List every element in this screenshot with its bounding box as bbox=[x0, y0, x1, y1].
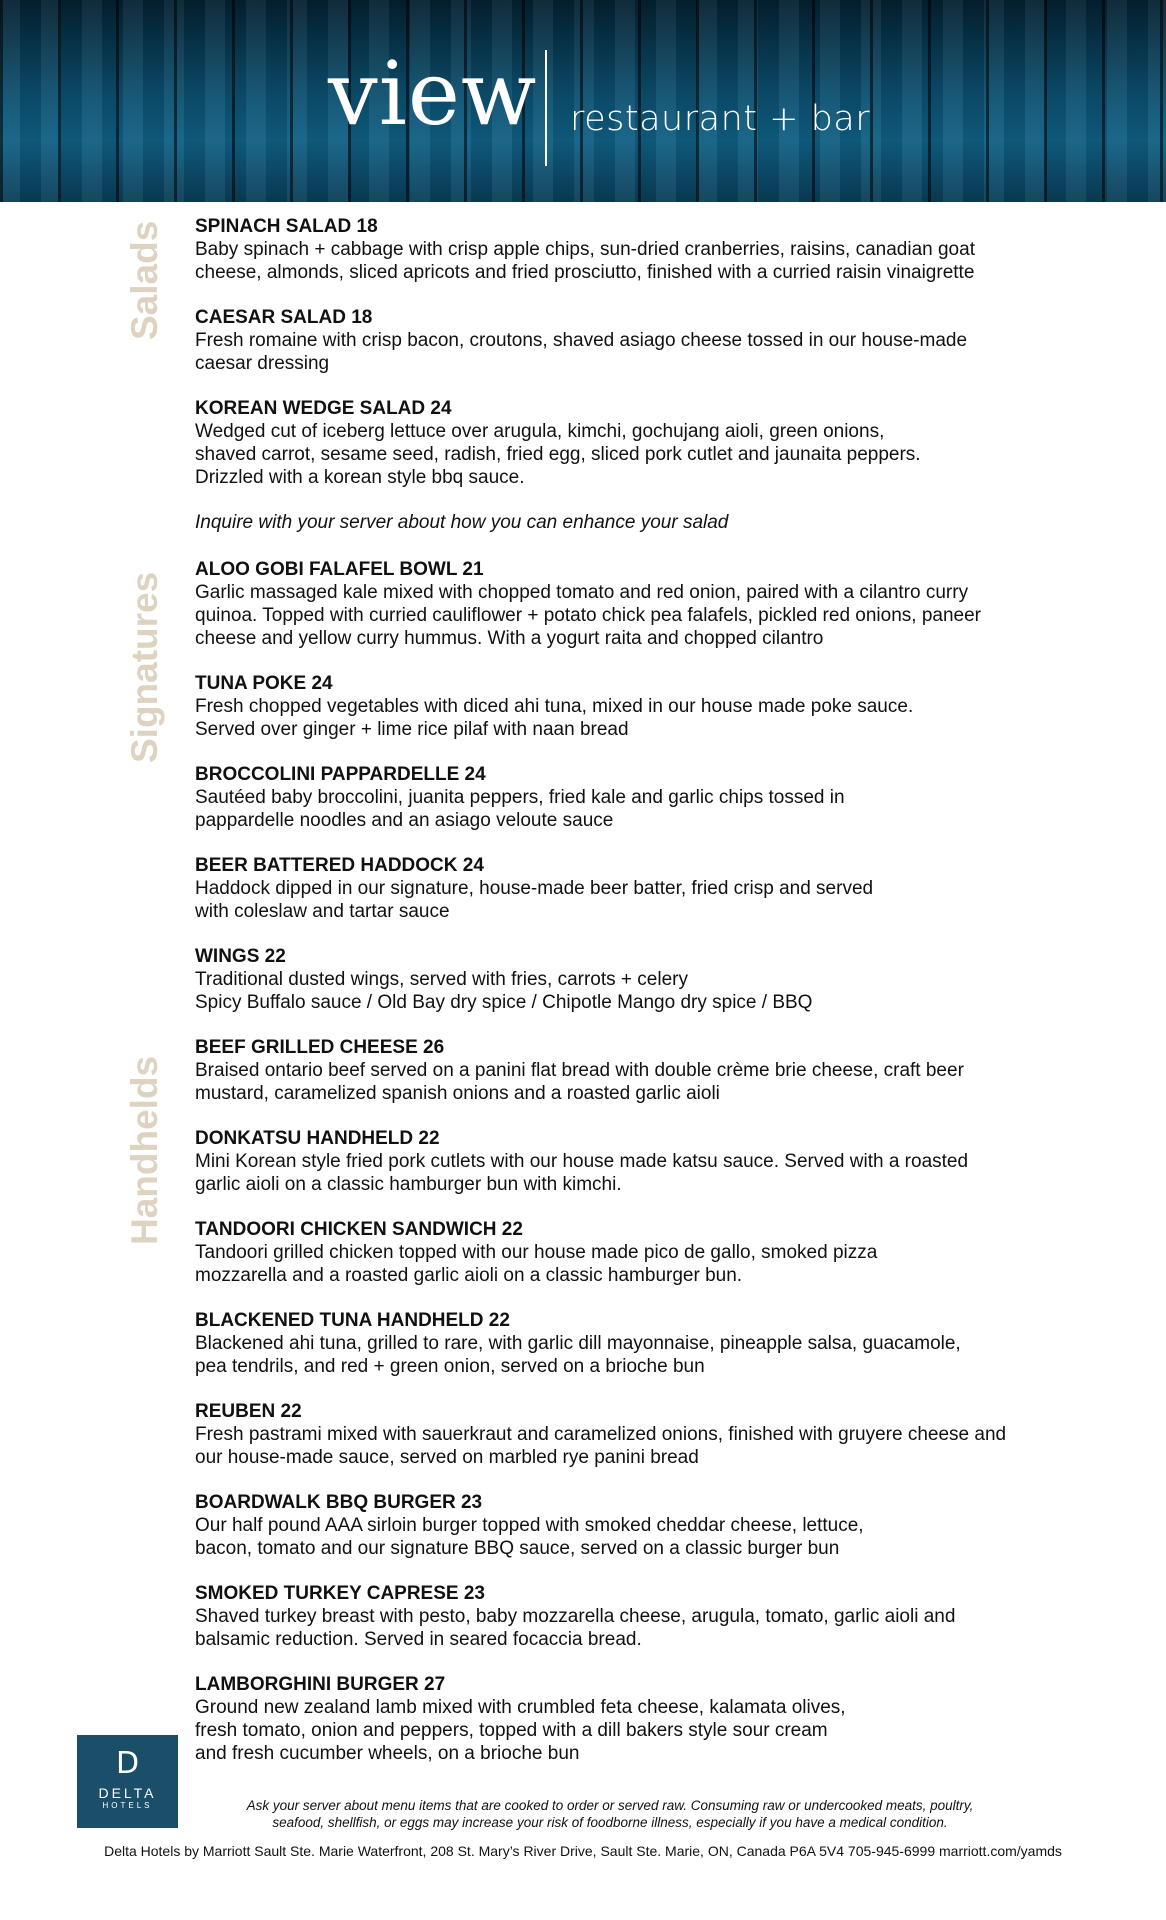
menu-item-title: REUBEN 22 bbox=[195, 1401, 302, 1422]
menu-item-title: TANDOORI CHICKEN SANDWICH 22 bbox=[195, 1219, 523, 1240]
menu-item-title: KOREAN WEDGE SALAD 24 bbox=[195, 398, 452, 419]
menu-item-title: TUNA POKE 24 bbox=[195, 673, 333, 694]
delta-mark-icon: D bbox=[115, 1746, 140, 1781]
menu-item-description: Mini Korean style fried pork cutlets with our house made katsu sauce. Served with a roasted garlic aioli on a classic hamburger bun with kimchi. bbox=[195, 1151, 969, 1195]
salad-note: Inquire with your server about how you can enhance your salad bbox=[195, 512, 729, 533]
menu-item-aloo-gobi-falafel-bowl bbox=[195, 558, 1095, 650]
menu-item-title: DONKATSU HANDHELD 22 bbox=[195, 1128, 440, 1149]
menu-item-description: Ground new zealand lamb mixed with crumbled feta cheese, kalamata olives, fresh tomato, onion and peppers, topped with a dill bakers style sour cream and fresh cucumber wheels, on a brioche bun bbox=[195, 1697, 846, 1764]
section-label-salads: Salads bbox=[124, 220, 165, 340]
menu-item-title: LAMBORGHINI BURGER 27 bbox=[195, 1674, 446, 1695]
menu-item-title: CAESAR SALAD 18 bbox=[195, 307, 373, 328]
restaurant-tagline: restaurant + bar bbox=[570, 99, 871, 139]
food-safety-disclaimer bbox=[190, 1797, 1030, 1831]
menu-item-title: ALOO GOBI FALAFEL BOWL 21 bbox=[195, 559, 484, 580]
delta-logo-sub: HOTELS bbox=[102, 1801, 153, 1810]
menu-item-description: Fresh pastrami mixed with sauerkraut and caramelized onions, finished with gruyere cheese and our house-made sauce, served on marbled rye panini bread bbox=[195, 1424, 1007, 1468]
menu-item-korean-wedge-salad bbox=[195, 397, 1095, 489]
menu-item-caesar-salad bbox=[195, 306, 1095, 375]
menu-item-description: Fresh chopped vegetables with diced ahi tuna, mixed in our house made poke sauce. Served over ginger + lime rice pilaf with naan bread bbox=[195, 696, 914, 740]
header-banner bbox=[0, 0, 1166, 202]
menu-item-description: Wedged cut of iceberg lettuce over arugula, kimchi, gochujang aioli, green onions, shaved carrot, sesame seed, radish, fried egg, sliced pork cutlet and jaunaita peppers. Drizzled with a korean style bbq sauce. bbox=[195, 421, 921, 488]
menu-item-beer-battered-haddock bbox=[195, 854, 1095, 923]
menu-item-title: SPINACH SALAD 18 bbox=[195, 216, 378, 237]
menu-item-description: Fresh romaine with crisp bacon, croutons, shaved asiago cheese tossed in our house-made caesar dressing bbox=[195, 330, 968, 374]
menu-content bbox=[195, 215, 1095, 1787]
menu-item-description: Haddock dipped in our signature, house-made beer batter, fried crisp and served with coleslaw and tartar sauce bbox=[195, 878, 874, 922]
menu-item-description: Traditional dusted wings, served with fries, carrots + celery Spicy Buffalo sauce / Old Bay dry spice / Chipotle Mango dry spice / BBQ bbox=[195, 969, 813, 1013]
menu-item-title: BEEF GRILLED CHEESE 26 bbox=[195, 1037, 445, 1058]
menu-item-donkatsu-handheld bbox=[195, 1127, 1095, 1196]
menu-item-description: Our half pound AAA sirloin burger topped with smoked cheddar cheese, lettuce, bacon, tomato and our signature BBQ sauce, served on a classic burger bun bbox=[195, 1515, 864, 1559]
menu-item-title: SMOKED TURKEY CAPRESE 23 bbox=[195, 1583, 485, 1604]
menu-item-description: Shaved turkey breast with pesto, baby mozzarella cheese, arugula, tomato, garlic aioli and balsamic reduction. Served in seared focaccia bread. bbox=[195, 1606, 956, 1650]
disclaimer-text: Ask your server about menu items that are cooked to order or served raw. Consuming raw or undercooked meats, poultry, seafood, shellfish, or eggs may increase your risk of foodborne illness, especially if you have a medical condition. bbox=[246, 1798, 974, 1830]
menu-item-description: Sautéed baby broccolini, juanita peppers, fried kale and garlic chips tossed in pappardelle noodles and an asiago veloute sauce bbox=[195, 787, 845, 831]
menu-item-description: Braised ontario beef served on a panini flat bread with double crème brie cheese, craft beer mustard, caramelized spanish onions and a roasted garlic aioli bbox=[195, 1060, 964, 1104]
section-label-signatures: Signatures bbox=[124, 571, 165, 763]
menu-item-tuna-poke bbox=[195, 672, 1095, 741]
delta-hotels-logo bbox=[77, 1735, 178, 1828]
menu-item-description: Baby spinach + cabbage with crisp apple chips, sun-dried cranberries, raisins, canadian goat cheese, almonds, sliced apricots and fried prosciutto, finished with a curried raisin vinaigrette bbox=[195, 239, 975, 283]
menu-item-title: BOARDWALK BBQ BURGER 23 bbox=[195, 1492, 483, 1513]
menu-item-description: Tandoori grilled chicken topped with our house made pico de gallo, smoked pizza mozzarella and a roasted garlic aioli on a classic hamburger bun. bbox=[195, 1242, 878, 1286]
menu-item-title: BEER BATTERED HADDOCK 24 bbox=[195, 855, 484, 876]
menu-item-smoked-turkey-caprese bbox=[195, 1582, 1095, 1651]
restaurant-logo: view bbox=[328, 42, 538, 145]
menu-item-title: WINGS 22 bbox=[195, 946, 286, 967]
menu-item-description: Garlic massaged kale mixed with chopped tomato and red onion, paired with a cilantro curry quinoa. Topped with curried cauliflower + potato chick pea falafels, pickled red onions, paneer cheese and yellow curry hummus. With a yogurt raita and chopped cilantro bbox=[195, 582, 981, 649]
menu-item-lamborghini-burger bbox=[195, 1673, 1095, 1765]
menu-item-boardwalk-bbq-burger bbox=[195, 1491, 1095, 1560]
menu-item-broccolini-pappardelle bbox=[195, 763, 1095, 832]
delta-logo-name: DELTA bbox=[98, 1785, 157, 1801]
logo-divider bbox=[545, 50, 547, 166]
menu-item-beef-grilled-cheese bbox=[195, 1036, 1095, 1105]
menu-item-spinach-salad bbox=[195, 215, 1095, 284]
menu-item-tandoori-chicken-sandwich bbox=[195, 1218, 1095, 1287]
menu-item-title: BROCCOLINI PAPPARDELLE 24 bbox=[195, 764, 486, 785]
hotel-address-footer: Delta Hotels by Marriott Sault Ste. Marie Waterfront, 208 St. Mary’s River Drive, Sault Ste. Marie, ON, Canada P6A 5V4 705-945-6999 marriott.com/yamds bbox=[104, 1843, 1062, 1859]
menu-item-wings bbox=[195, 945, 1095, 1014]
menu-item-blackened-tuna-handheld bbox=[195, 1309, 1095, 1378]
menu-item-title: BLACKENED TUNA HANDHELD 22 bbox=[195, 1310, 510, 1331]
menu-item-reuben bbox=[195, 1400, 1095, 1469]
section-label-handhelds: Handhelds bbox=[124, 1055, 165, 1245]
menu-item-description: Blackened ahi tuna, grilled to rare, with garlic dill mayonnaise, pineapple salsa, guacamole, pea tendrils, and red + green onion, served on a brioche bun bbox=[195, 1333, 961, 1377]
